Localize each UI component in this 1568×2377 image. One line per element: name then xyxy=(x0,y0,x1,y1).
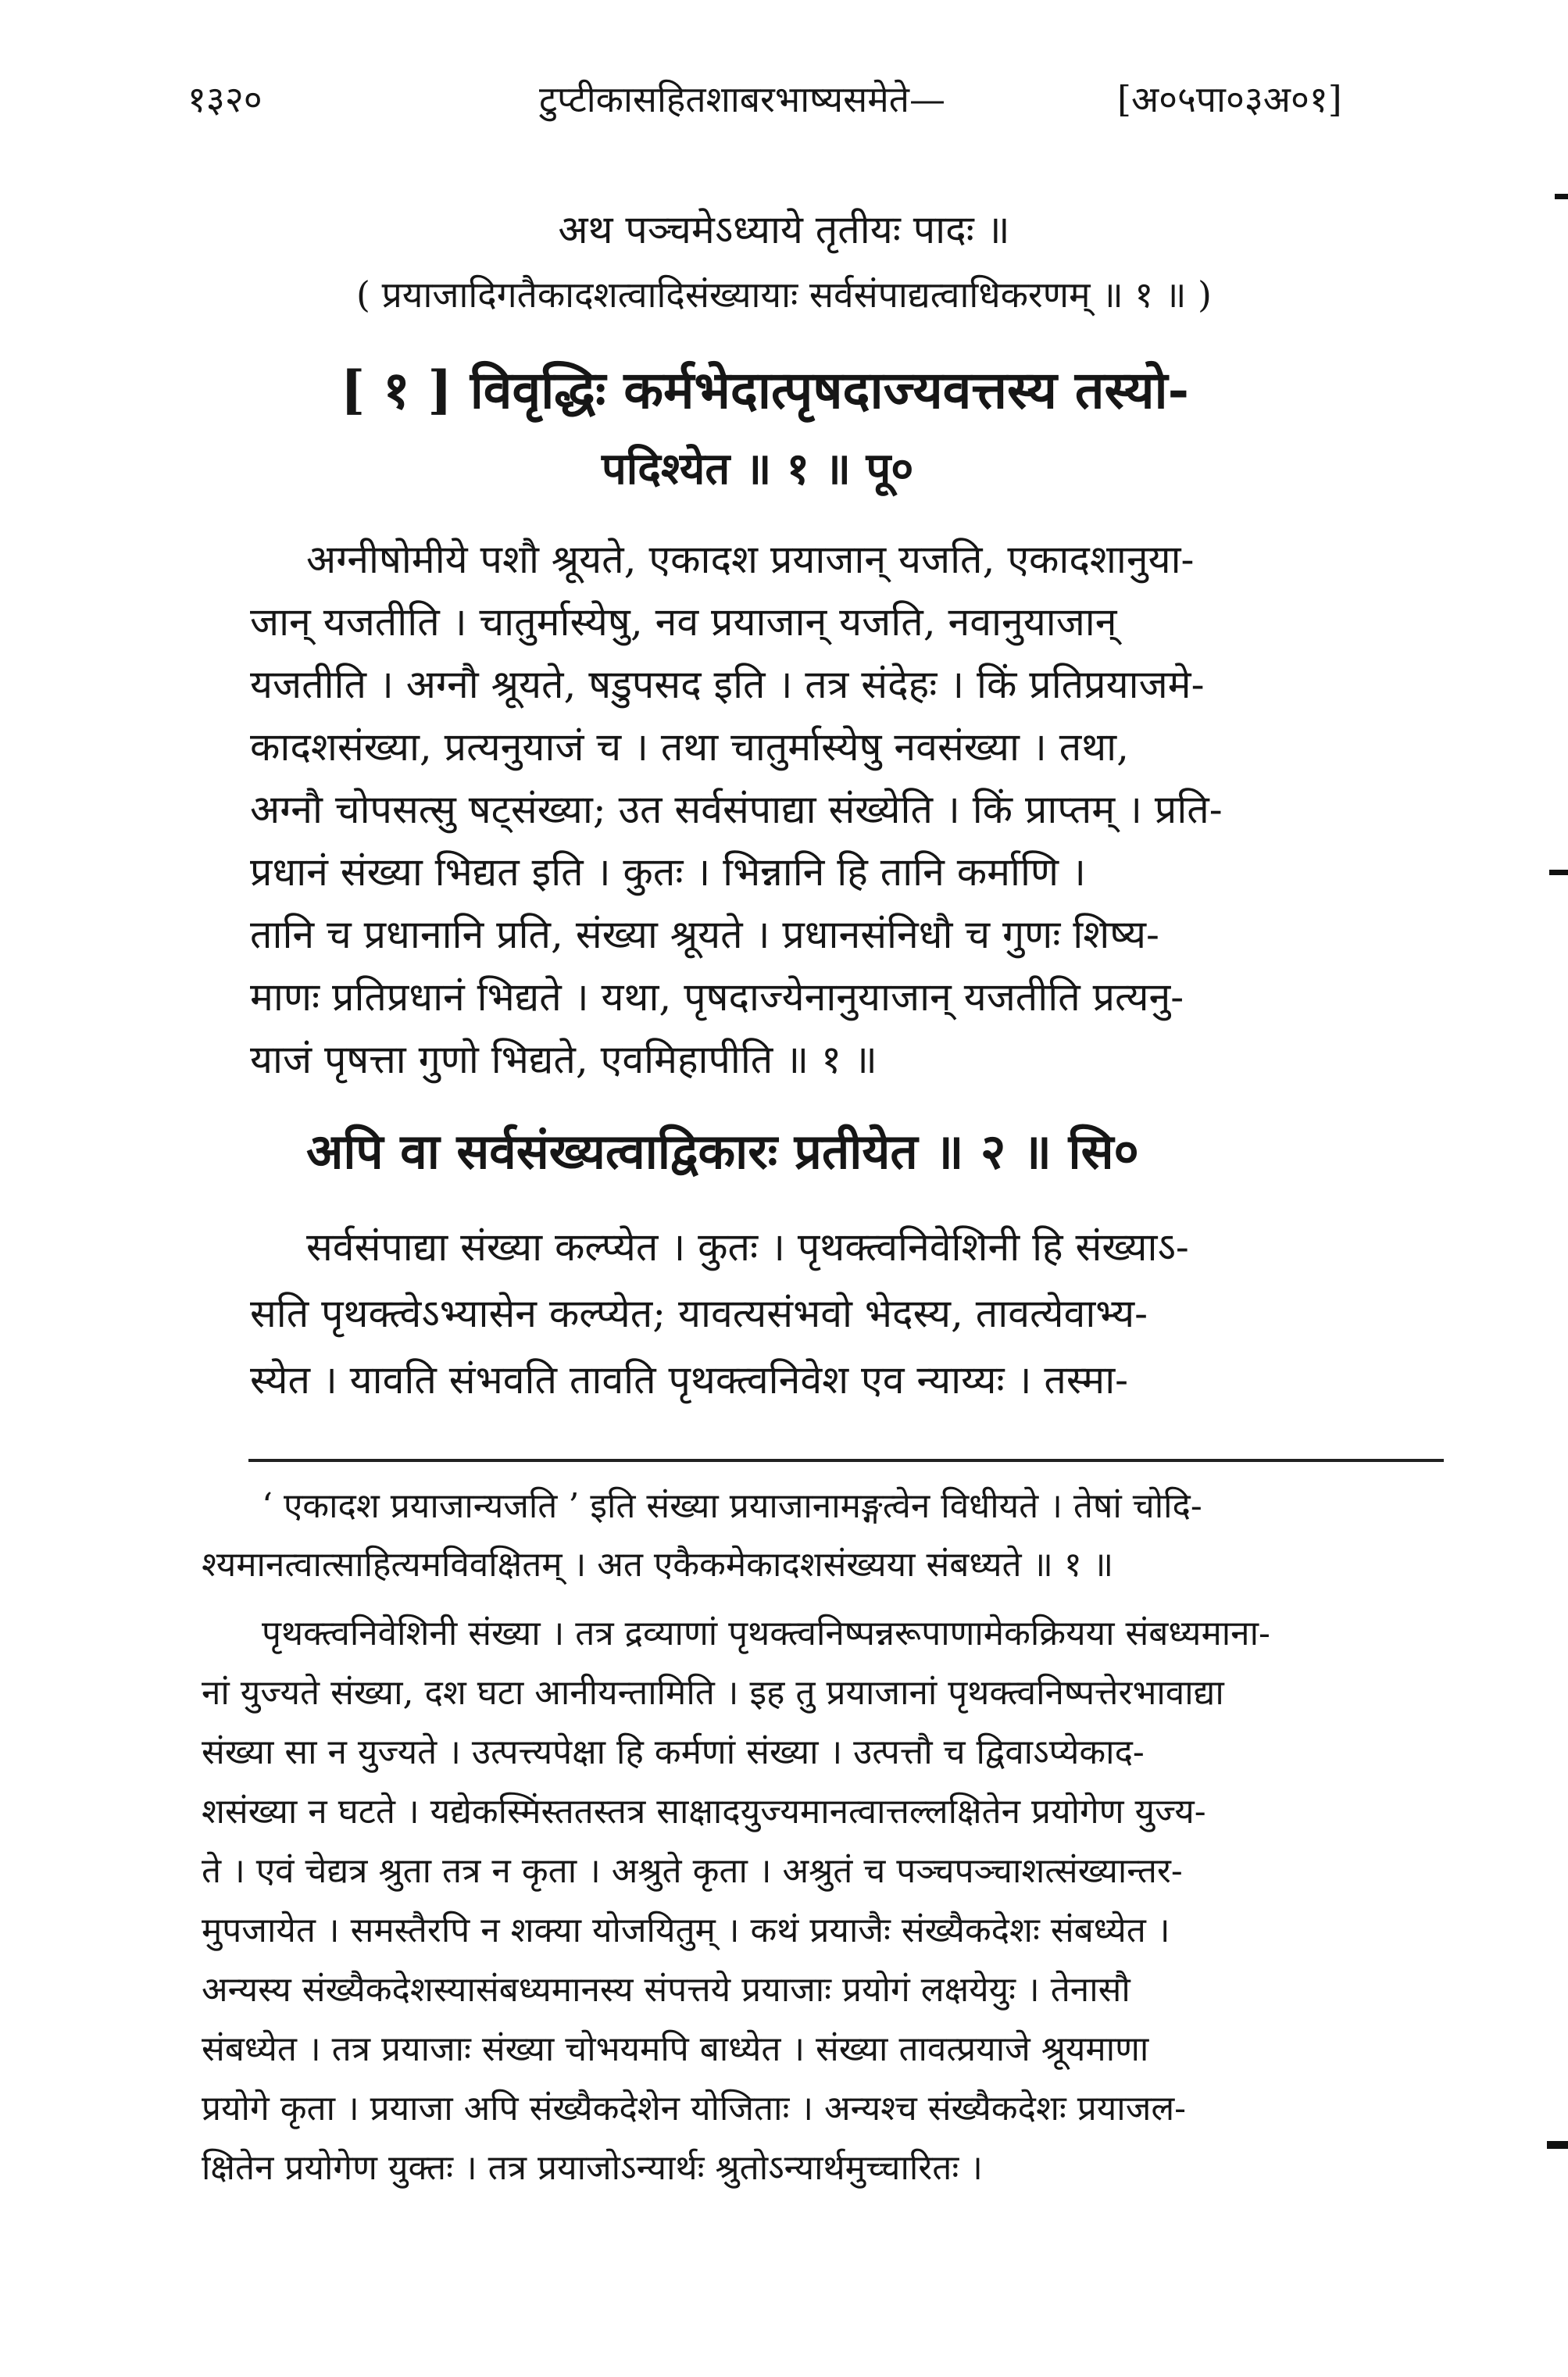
footnote-divider xyxy=(248,1459,1444,1462)
bhashya-line: जान् यजतीति । चातुर्मास्येषु, नव प्रयाजान् यजति, नवानुयाजान् xyxy=(250,599,1117,645)
sutra-2: अपि वा सर्वसंख्यत्वाद्विकारः प्रतीयेत ॥ २ ॥ सि० xyxy=(306,1123,1139,1180)
page-number: १३२० xyxy=(188,78,263,120)
bhashya-line: अग्नीषोमीये पशौ श्रूयते, एकादश प्रयाजान् यजति, एकादशानुया- xyxy=(306,537,1195,582)
footnote-line: मुपजायेत । समस्तैरपि न शक्या योजयितुम् । कथं प्रयाजैः संख्यैकदेशः संबध्येत । xyxy=(202,1911,1170,1950)
bhashya-line: तानि च प्रधानानि प्रति, संख्या श्रूयते । प्रधानसंनिधौ च गुणः शिष्य- xyxy=(250,912,1159,957)
bhashya-line: माणः प्रतिप्रधानं भिद्यते । यथा, पृषदाज्येनानुयाजान् यजतीति प्रत्यनु- xyxy=(250,974,1184,1020)
section-reference: [अ०५पा०३अ०१] xyxy=(1117,78,1342,120)
bhashya-line: कादशसंख्या, प्रत्यनुयाजं च । तथा चातुर्मास्येषु नवसंख्या । तथा, xyxy=(250,724,1129,770)
bhashya-line: अग्नौ चोपसत्सु षट्संख्या; उत सर्वसंपाद्या संख्येति । किं प्राप्तम् । प्रति- xyxy=(250,787,1223,832)
adhikarana-title: ( प्रयाजादिगतैकादशत्वादिसंख्यायाः सर्वसंपाद्यत्वाधिकरणम् ॥ १ ॥ ) xyxy=(356,273,1212,316)
footnote-line: संबध्येत । तत्र प्रयाजाः संख्या चोभयमपि बाध्येत । संख्या तावत्प्रयाजे श्रूयमाणा xyxy=(202,2029,1149,2069)
footnote-line: श्यमानत्वात्साहित्यमविवक्षितम् । अत एकैकमेकादशसंख्यया संबध्यते ॥ १ ॥ xyxy=(202,1545,1114,1585)
bhashya-line: सर्वसंपाद्या संख्या कल्प्येत । कुतः । पृथक्त्वनिवेशिनी हि संख्याऽ- xyxy=(306,1224,1189,1270)
bhashya-line: यजतीति । अग्नौ श्रूयते, षडुपसद इति । तत्र संदेहः । किं प्रतिप्रयाजमे- xyxy=(250,662,1205,707)
footnote-line: नां युज्यते संख्या, दश घटा आनीयन्तामिति । इह तु प्रयाजानां पृथक्त्वनिष्पत्तेरभावाद्या xyxy=(202,1673,1224,1713)
bhashya-line: स्येत । यावति संभवति तावति पृथक्त्वनिवेश एव न्याय्यः । तस्मा- xyxy=(250,1357,1129,1403)
footnote-line: ‘ एकादश प्रयाजान्यजति ’ इति संख्या प्रयाजानामङ्गत्वेन विधीयते । तेषां चोदि- xyxy=(262,1486,1202,1526)
scan-edge-mark xyxy=(1555,194,1568,199)
sutra-1-line-1: [ १ ] विवृद्धिः कर्मभेदात्पृषदाज्यवत्तस्य तस्यो- xyxy=(341,359,1189,420)
footnote-line: अन्यस्य संख्यैकदेशस्यासंबध्यमानस्य संपत्तये प्रयाजाः प्रयोगं लक्षयेयुः । तेनासौ xyxy=(202,1970,1130,2010)
footnote-line: क्षितेन प्रयोगेण युक्तः । तत्र प्रयाजोऽन्यार्थः श्रुतोऽन्यार्थमुच्चारितः । xyxy=(202,2148,983,2188)
footnote-line: शसंख्या न घटते । यद्येकस्मिंस्ततस्तत्र साक्षादयुज्यमानत्वात्तल्लक्षितेन प्रयोगेण युज्य- xyxy=(202,1792,1206,1832)
bhashya-line: सति पृथक्त्वेऽभ्यासेन कल्प्येत; यावत्यसंभवो भेदस्य, तावत्येवाभ्य- xyxy=(250,1291,1148,1336)
footnote-line: पृथक्त्वनिवेशिनी संख्या । तत्र द्रव्याणां पृथक्त्वनिष्पन्नरूपाणामेकक्रियया संबध्यमाना- xyxy=(262,1614,1270,1653)
footnote-line: प्रयोगे कृता । प्रयाजा अपि संख्यैकदेशेन योजिताः । अन्यश्च संख्यैकदेशः प्रयाजल- xyxy=(202,2089,1187,2129)
scan-edge-mark xyxy=(1549,870,1568,875)
pada-heading: अथ पञ्चमेऽध्याये तृतीयः पादः ॥ xyxy=(558,207,1010,252)
footnote-line: संख्या सा न युज्यते । उत्पत्त्यपेक्षा हि कर्मणां संख्या । उत्पत्तौ च द्विवाऽप्येकाद- xyxy=(202,1732,1145,1772)
running-title: टुप्टीकासहितशाबरभाष्यसमेते— xyxy=(539,78,945,120)
bhashya-line: प्रधानं संख्या भिद्यत इति । कुतः । भिन्नानि हि तानि कर्माणि । xyxy=(250,849,1086,895)
bhashya-line: याजं पृषत्ता गुणो भिद्यते, एवमिहापीति ॥ १ ॥ xyxy=(250,1037,877,1082)
sutra-1-line-2: पदिश्येत ॥ १ ॥ पू० xyxy=(602,443,914,495)
scan-edge-mark xyxy=(1547,2141,1568,2149)
footnote-line: ते । एवं चेद्यत्र श्रुता तत्र न कृता । अश्रुते कृता । अश्रुतं च पञ्चपञ्चाशत्संख्यान्तर- xyxy=(202,1851,1183,1891)
